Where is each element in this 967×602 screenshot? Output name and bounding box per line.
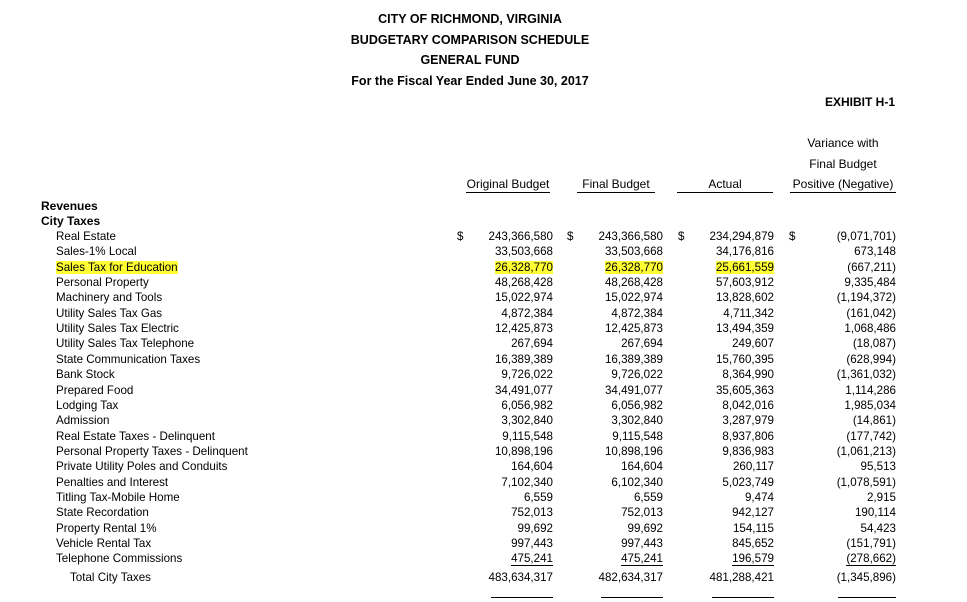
total-final-budget: 482,634,317 — [598, 570, 663, 584]
cell-original-budget: 33,503,668 — [494, 245, 553, 259]
cell-original-budget: 4,872,384 — [501, 306, 553, 320]
cell-final-budget: 752,013 — [621, 506, 663, 520]
row-label: Machinery and Tools — [56, 291, 163, 305]
row-label: Bank Stock — [56, 368, 115, 382]
col-header-variance-line1: Variance with — [807, 136, 879, 150]
row-label: Titling Tax-Mobile Home — [56, 490, 180, 504]
cell-variance: 2,915 — [866, 490, 896, 504]
cell-variance: (177,742) — [846, 429, 896, 443]
cell-actual: 9,836,983 — [722, 444, 774, 458]
row-label: Utility Sales Tax Electric — [56, 322, 179, 336]
cell-variance: (667,211) — [847, 260, 896, 274]
table-row — [0, 399, 967, 414]
cell-original-budget: 6,559 — [523, 490, 553, 504]
report-title-period: For the Fiscal Year Ended June 30, 2017 — [351, 74, 589, 88]
cell-final-budget: 9,726,022 — [611, 368, 663, 382]
row-label: Personal Property — [56, 276, 149, 290]
cell-variance: (161,042) — [846, 306, 896, 320]
cell-original-budget: 34,491,077 — [494, 383, 553, 397]
total-original-budget: 483,634,317 — [488, 570, 553, 584]
cell-final-budget: 6,056,982 — [611, 398, 663, 412]
cell-original-budget: 997,443 — [511, 537, 553, 550]
cell-final-budget: 3,302,840 — [611, 414, 663, 428]
cell-variance: (1,078,591) — [836, 475, 896, 489]
cell-final-budget: 10,898,196 — [604, 444, 663, 458]
cell-actual: 13,494,359 — [715, 322, 774, 336]
cell-original-budget: 7,102,340 — [501, 475, 553, 489]
cell-actual: 260,117 — [732, 460, 774, 474]
cell-original-budget: 164,604 — [511, 460, 553, 474]
row-label: State Communication Taxes — [56, 352, 201, 366]
cell-actual: 15,760,395 — [715, 352, 774, 366]
cell-variance: 54,423 — [860, 521, 896, 535]
cell-final-budget: 475,241 — [621, 552, 663, 566]
total-row — [0, 571, 967, 586]
cell-variance: 95,513 — [860, 460, 896, 474]
cell-original-budget: 475,241 — [511, 552, 553, 566]
cell-actual: 3,287,979 — [722, 414, 774, 428]
dollar-sign-variance: $ — [789, 230, 796, 243]
cell-actual: 845,652 — [732, 537, 774, 550]
report-title-city: CITY OF RICHMOND, VIRGINIA — [378, 12, 562, 26]
row-label: Sales-1% Local — [56, 245, 137, 259]
table-row — [0, 307, 967, 322]
dollar-sign-actual: $ — [678, 230, 685, 243]
cell-variance: (628,994) — [846, 352, 896, 366]
cell-variance: (151,791) — [846, 537, 896, 550]
cell-actual: 57,603,912 — [715, 276, 774, 290]
row-label: Real Estate — [56, 230, 116, 243]
row-label: Lodging Tax — [56, 398, 119, 412]
cell-final-budget: 12,425,873 — [604, 322, 663, 336]
cell-actual: 249,607 — [732, 337, 774, 351]
report-title-schedule: BUDGETARY COMPARISON SCHEDULE — [350, 33, 590, 47]
cell-final-budget: 4,872,384 — [611, 306, 663, 320]
cell-variance: (18,087) — [852, 337, 896, 351]
cell-actual: 9,474 — [744, 490, 774, 504]
cell-variance: (278,662) — [846, 552, 896, 566]
row-label: Utility Sales Tax Telephone — [56, 337, 195, 351]
cell-final-budget: 99,692 — [627, 521, 663, 535]
row-label: State Recordation — [56, 506, 149, 520]
row-label: Real Estate Taxes - Delinquent — [56, 429, 215, 443]
total-actual: 481,288,421 — [709, 570, 774, 584]
cell-variance: 190,114 — [854, 506, 896, 520]
cell-original-budget: 16,389,389 — [494, 352, 553, 366]
cell-actual: 154,115 — [732, 521, 774, 535]
cell-actual: 13,828,602 — [715, 291, 774, 305]
cell-original-budget: 26,328,770 — [494, 260, 553, 274]
col-header-original-budget: Original Budget — [466, 177, 550, 191]
cell-variance: 1,114,286 — [845, 383, 896, 397]
cell-variance: (1,361,032) — [836, 368, 896, 382]
cell-final-budget: 34,491,077 — [604, 383, 663, 397]
exhibit-label: EXHIBIT H-1 — [824, 95, 895, 109]
cell-variance: 1,068,486 — [844, 322, 896, 336]
table-row — [0, 368, 967, 383]
cell-actual: 25,661,559 — [715, 260, 774, 274]
col-header-final-budget: Final Budget — [577, 177, 655, 193]
cell-original-budget: 243,366,580 — [488, 230, 553, 243]
table-row — [0, 322, 967, 337]
report-title-fund: GENERAL FUND — [420, 53, 520, 67]
cell-variance: (1,061,213) — [836, 444, 896, 458]
row-label: Sales Tax for Education — [56, 260, 178, 274]
row-label: Vehicle Rental Tax — [56, 537, 152, 550]
cell-variance: (9,071,701) — [836, 230, 896, 243]
table-row — [0, 261, 967, 276]
table-row — [0, 552, 967, 567]
cell-final-budget: 16,389,389 — [604, 352, 663, 366]
table-row — [0, 291, 967, 306]
cell-final-budget: 267,694 — [621, 337, 663, 351]
cell-original-budget: 6,056,982 — [501, 398, 553, 412]
table-row — [0, 430, 967, 445]
cell-variance: 1,985,034 — [844, 398, 896, 412]
col-header-variance-line2: Final Budget — [809, 157, 877, 171]
row-label: Personal Property Taxes - Delinquent — [56, 444, 248, 458]
total-variance: (1,345,896) — [836, 570, 896, 584]
row-label-total: Total City Taxes — [70, 570, 151, 584]
table-row — [0, 460, 967, 475]
row-label: Prepared Food — [56, 383, 134, 397]
cell-actual: 8,364,990 — [722, 368, 774, 382]
col-header-variance-line3: Positive (Negative) — [790, 177, 896, 193]
dollar-sign-final: $ — [567, 230, 574, 243]
cell-actual: 5,023,749 — [722, 475, 774, 489]
cell-variance: 9,335,484 — [844, 276, 896, 290]
cell-actual: 942,127 — [732, 506, 774, 520]
cell-variance: 673,148 — [854, 245, 896, 259]
cell-actual: 234,294,879 — [709, 230, 774, 243]
dollar-sign-original: $ — [457, 230, 464, 243]
table-row — [0, 522, 967, 537]
table-row — [0, 476, 967, 491]
cell-original-budget: 267,694 — [511, 337, 553, 351]
cell-variance: (14,861) — [852, 414, 896, 428]
cell-original-budget: 12,425,873 — [494, 322, 553, 336]
cell-original-budget: 9,115,548 — [502, 429, 553, 443]
cell-original-budget: 15,022,974 — [494, 291, 553, 305]
cell-final-budget: 33,503,668 — [604, 245, 663, 259]
table-row — [0, 491, 967, 506]
section-city-taxes: City Taxes — [41, 214, 101, 228]
row-label: Admission — [56, 414, 110, 428]
cell-actual: 35,605,363 — [715, 383, 774, 397]
table-row — [0, 384, 967, 399]
cell-actual: 4,711,342 — [723, 306, 774, 320]
table-row — [0, 414, 967, 429]
total-underline-final — [601, 597, 663, 598]
cell-final-budget: 48,268,428 — [604, 276, 663, 290]
cell-final-budget: 6,559 — [633, 490, 663, 504]
table-row — [0, 506, 967, 521]
total-underline-original — [491, 597, 553, 598]
table-row — [0, 445, 967, 460]
cell-final-budget: 26,328,770 — [604, 260, 663, 274]
cell-final-budget: 6,102,340 — [611, 475, 663, 489]
total-underline-actual — [712, 597, 774, 598]
cell-original-budget: 9,726,022 — [501, 368, 553, 382]
cell-original-budget: 48,268,428 — [494, 276, 553, 290]
cell-original-budget: 10,898,196 — [494, 444, 553, 458]
table-row — [0, 276, 967, 291]
row-label: Telephone Commissions — [56, 552, 183, 566]
table-row — [0, 353, 967, 368]
table-row — [0, 245, 967, 260]
cell-original-budget: 752,013 — [511, 506, 553, 520]
row-label: Private Utility Poles and Conduits — [56, 460, 228, 474]
table-row — [0, 230, 967, 245]
row-label: Penalties and Interest — [56, 475, 169, 489]
cell-final-budget: 9,115,548 — [612, 429, 663, 443]
cell-actual: 8,937,806 — [722, 429, 774, 443]
cell-actual: 34,176,816 — [715, 245, 774, 259]
row-label: Property Rental 1% — [56, 521, 157, 535]
row-label: Utility Sales Tax Gas — [56, 306, 163, 320]
cell-variance: (1,194,372) — [836, 291, 896, 305]
cell-final-budget: 997,443 — [621, 537, 663, 550]
cell-original-budget: 3,302,840 — [501, 414, 553, 428]
total-underline-variance — [838, 597, 896, 598]
table-row — [0, 537, 967, 552]
cell-original-budget: 99,692 — [517, 521, 553, 535]
section-revenues: Revenues — [41, 199, 98, 213]
cell-final-budget: 164,604 — [621, 460, 663, 474]
cell-final-budget: 243,366,580 — [598, 230, 663, 243]
cell-final-budget: 15,022,974 — [604, 291, 663, 305]
table-row — [0, 337, 967, 352]
col-header-actual: Actual — [677, 177, 773, 193]
cell-actual: 196,579 — [732, 552, 774, 566]
cell-actual: 8,042,016 — [722, 398, 774, 412]
